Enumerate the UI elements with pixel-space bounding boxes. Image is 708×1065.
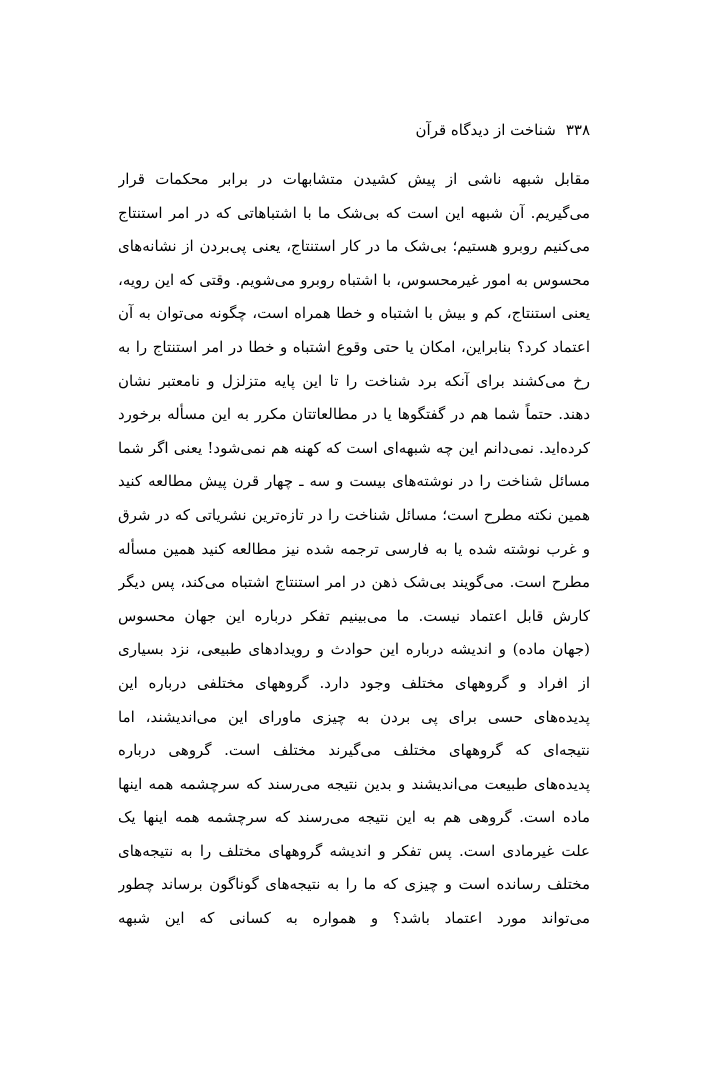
text-line: دهند. حتماً شما هم در گفتگوها یا در مطالعاتتان مکرر به این مسأله برخورد	[118, 405, 590, 424]
text-line: کارش قابل اعتماد نیست. ما می‌بینیم تفکر درباره این جهان محسوس	[118, 606, 590, 625]
text-line: می‌گیریم. آن شبهه این است که بی‌شک ما با اشتباهاتی که در امر استنتاج	[118, 203, 590, 222]
text-line: همین نکته مطرح است؛ مسائل شناخت را در تازه‌ترین نشریاتی که در شرق	[118, 505, 590, 524]
text-line: پدیده‌های طبیعت می‌اندیشند و بدین نتیجه می‌رسند که سرچشمه همه اینها	[118, 774, 590, 793]
text-line: می‌کنیم روبرو هستیم؛ بی‌شک ما در کار استنتاج، یعنی پی‌بردن از نشانه‌های	[118, 237, 590, 256]
text-line: کرده‌اید. نمی‌دانم این چه شبهه‌ای است که کهنه هم نمی‌شود! یعنی اگر شما	[118, 438, 590, 457]
text-line: از افراد و گروههای مختلف وجود دارد. گروههای مختلفی درباره این	[118, 673, 590, 692]
text-line: مقابل شبهه ناشی از پیش کشیدن متشابهات در برابر محکمات قرار	[118, 170, 590, 188]
text-line: نتیجه‌ای که گروههای مختلف می‌گیرند مختلف است. گروهی درباره	[118, 741, 590, 760]
text-line: مسائل شناخت را در نوشته‌های بیست و سه ـ چهار قرن پیش مطالعه کنید	[118, 472, 590, 491]
text-line: اعتماد کرد؟ بنابراین، امکان یا حتی وقوع اشتباه و خطا در امر استنتاج را به	[118, 337, 590, 356]
text-line: می‌تواند مورد اعتماد باشد؟ و همواره به کسانی که این شبهه	[118, 909, 590, 928]
text-line: محسوس به امور غیرمحسوس، با اشتباه روبرو می‌شویم. وقتی که این رویه،	[118, 270, 590, 289]
text-line: مطرح است. می‌گویند بی‌شک ذهن در امر استنتاج اشتباه می‌کند، پس دیگر	[118, 573, 590, 592]
running-head	[416, 119, 590, 141]
text-line: پدیده‌های حسی برای پی بردن به چیزی ماورای این می‌اندیشند، اما	[118, 707, 590, 726]
text-line: یعنی استنتاج، کم و بیش با اشتباه و خطا همراه است، چگونه می‌توان به آن	[118, 304, 590, 323]
body-text	[118, 163, 590, 936]
book-title: شناخت از دیدگاه قرآن	[415, 121, 556, 139]
text-line: علت غیرمادی است. پس تفکر و اندیشه گروههای مختلف را به نتیجه‌های	[118, 841, 590, 860]
text-line: (جهان ماده) و اندیشه درباره این حوادث و رویدادهای طبیعی، نزد بسیاری	[118, 640, 590, 659]
text-line: رخ می‌کشند برای آنکه برد شناخت را تا این پایه متزلزل و نامعتبر نشان	[118, 371, 590, 390]
text-line: و غرب نوشته شده یا به فارسی ترجمه شده نیز مطالعه کنید همین مسأله	[118, 539, 590, 558]
text-line: ماده است. گروهی هم به این نتیجه می‌رسند که سرچشمه همه اینها یک	[118, 808, 590, 827]
text-line: مختلف رسانده است و چیزی که ما را به نتیجه‌های گوناگون برساند چطور	[118, 875, 590, 894]
page-number: ۳۳۸	[565, 121, 590, 139]
